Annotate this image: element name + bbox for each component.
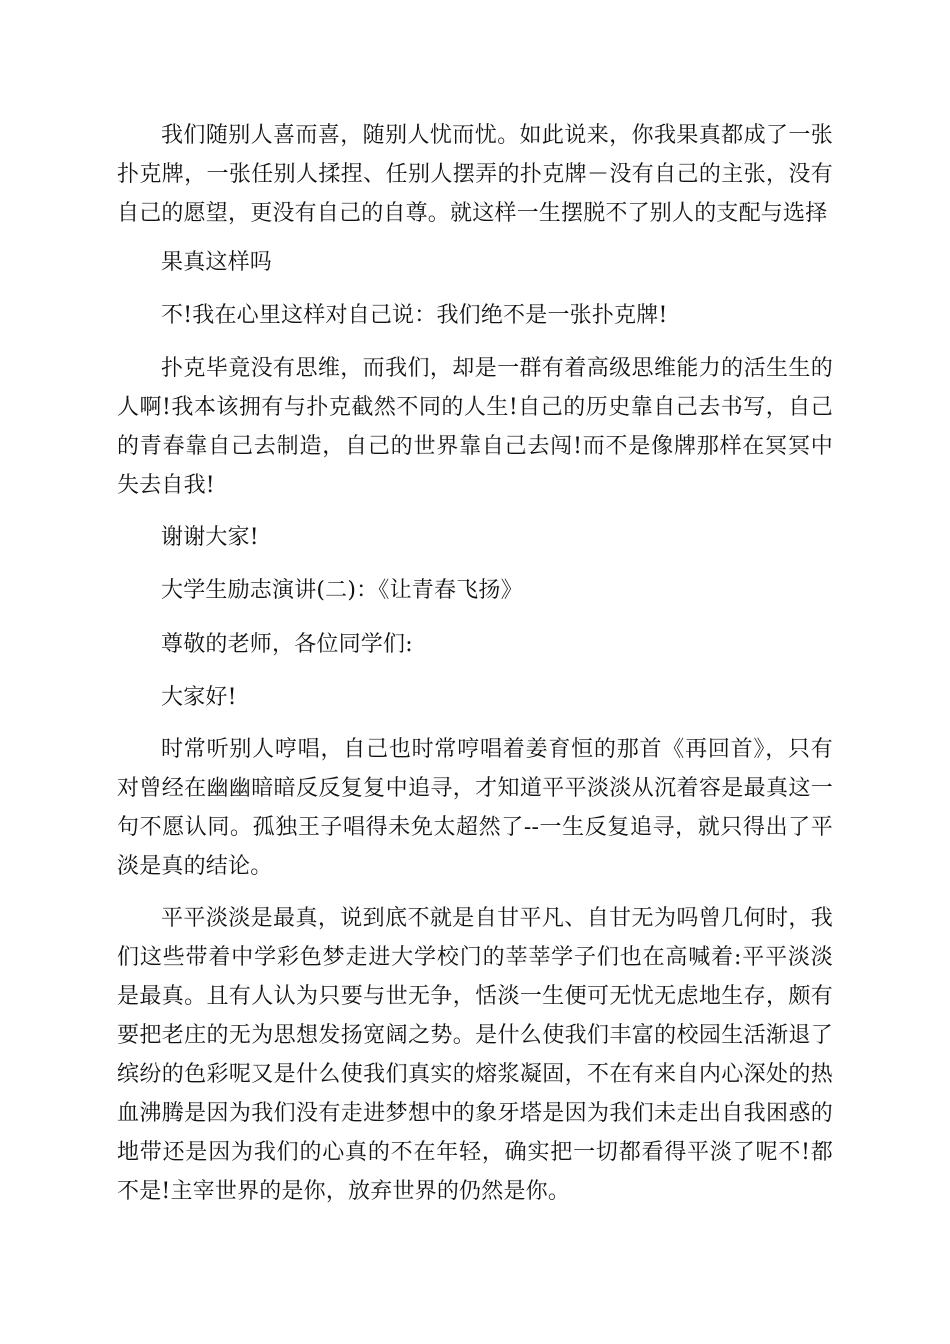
paragraph-plain-is-true: 平平淡淡是最真，说到底不就是自甘平凡、自甘无为吗曾几何时，我们这些带着中学彩色梦走进大学校门的莘莘学子们也在高喊着:平平淡淡是最真。且有人认为只要与世无争，恬淡一生便可无忧无虑地生存，颇有要把老庄的无为思想发扬宽阔之势。是什么使我们丰富的校园生活渐退了缤纷的色彩呢又是什么使我们真实的熔浆凝固，不在有来自内心深处的热血沸腾是因为我们没有走进梦想中的象牙塔是因为我们未走出自我困惑的地带还是因为我们的心真的不在年轻，确实把一切都看得平淡了呢不!都不是!主宰世界的是你，放弃世界的仍然是你。 <box>117 906 833 1204</box>
paragraph-thanks: 谢谢大家! <box>161 525 259 550</box>
paragraph-poker-card: 我们随别人喜而喜，随别人忧而忧。如此说来，你我果真都成了一张扑克牌，一张任别人揉捏、任别人摆弄的扑克牌－没有自己的主张，没有自己的愿望，更没有自己的自尊。就这样一生摆脱不了别人的支配与选择 <box>117 123 833 226</box>
paragraph-poker-no-thought: 扑克毕竟没有思维，而我们，却是一群有着高级思维能力的活生生的人啊!我本该拥有与扑克截然不同的人生!自己的历史靠自己去书写，自己的青春靠自己去制造，自己的世界靠自己去闯!而不是像牌那样在冥冥中失去自我! <box>117 356 833 498</box>
paragraph-not-a-card: 不!我在心里这样对自己说：我们绝不是一张扑克牌! <box>161 303 668 328</box>
paragraph-really-so: 果真这样吗 <box>161 250 273 275</box>
paragraph-hello: 大家好! <box>161 685 237 710</box>
paragraph-greeting-teachers: 尊敬的老师，各位同学们: <box>161 632 413 657</box>
paragraph-look-back: 时常听别人哼唱，自己也时常哼唱着姜育恒的那首《再回首》，只有对曾经在幽幽暗暗反反复复中追寻，才知道平平淡淡从沉着容是最真这一句不愿认同。孤独王子唱得未免太超然了--一生反复追寻，就只得出了平淡是真的结论。 <box>117 737 833 879</box>
section-title: 大学生励志演讲(二)：《让青春飞扬》 <box>161 578 523 603</box>
